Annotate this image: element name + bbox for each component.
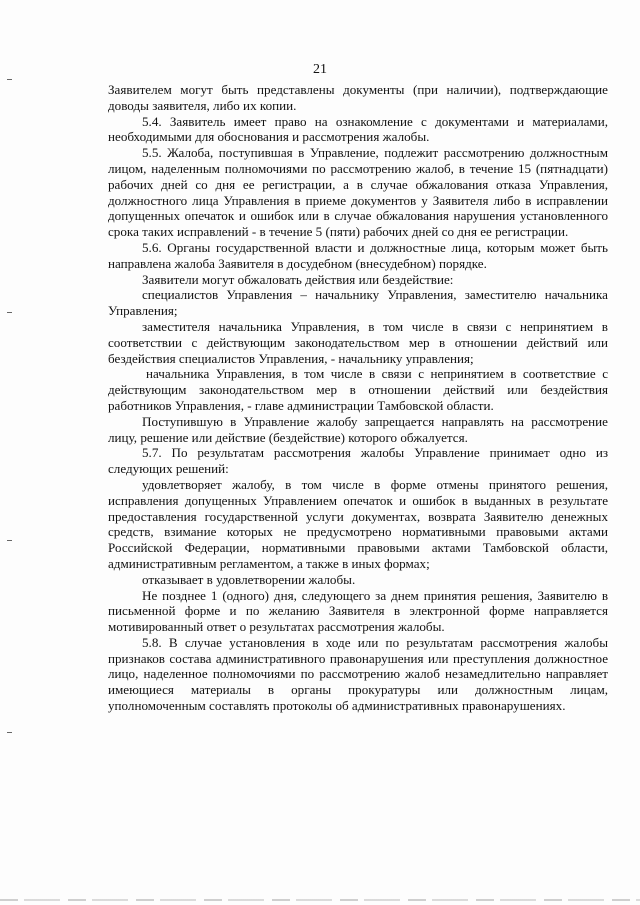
paragraph: отказывает в удовлетворении жалобы.: [142, 571, 356, 587]
paragraph: Заявителем могут быть представлены документы (при наличии), подтверждающие доводы заявителя, либо их копии.: [108, 82, 608, 113]
paragraph: 5.7. По результатам рассмотрения жалобы Управление принимает одно из следующих решений:: [108, 445, 608, 477]
scan-margin-mark: [7, 732, 12, 733]
paragraph: 5.5. Жалоба, поступившая в Управление, подлежит рассмотрению должностным лицом, наделенным полномочиями по рассмотрению жалоб, в течение 15 (пятнадцати) рабочих дней со дня ее регистрации, а в случае обжалования отказа Управления, должностного лица Управления в приеме документов у Заявителя либо в исправлении допущенных опечаток и ошибок или в случае обжалования нарушения установленного срока таких исправлений - в течение 5 (пяти) рабочих дней со дня ее регистрации.: [108, 145, 608, 240]
paragraph: Поступившую в Управление жалобу запрещается направлять на рассмотрение лицу, решение или действие (бездействие) которого обжалуется.: [108, 413, 608, 445]
document-body: [108, 82, 608, 714]
paragraph: Не позднее 1 (одного) дня, следующего за днем принятия решения, Заявителю в письменной форме и по желанию Заявителя в электронной форме направляется мотивированный ответ о результатах рассмотрения жалобы.: [108, 587, 608, 635]
paragraph: заместителя начальника Управления, в том числе в связи с непринятием в соответствии с действующим законодательством мер в отношении действий или бездействия специалистов Управления, - начальнику управления;: [108, 318, 608, 366]
scan-margin-mark: [7, 312, 12, 313]
scan-margin-mark: [7, 79, 12, 80]
paragraph: специалистов Управления – начальнику Управления, заместителю начальника Управления;: [108, 287, 608, 319]
paragraph: начальника Управления, в том числе в связи с непринятием в соответствие с действующим законодательством мер в отношении действий или бездействия работников Управления, - главе администрации Тамбовской области.: [108, 366, 608, 413]
paragraph: 5.6. Органы государственной власти и должностные лица, которым может быть направлена жалоба Заявителя в досудебном (внесудебном) порядке.: [108, 239, 608, 271]
paragraph: 5.4. Заявитель имеет право на ознакомление с документами и материалами, необходимыми для обоснования и рассмотрения жалобы.: [108, 113, 608, 145]
paragraph: 5.8. В случае установления в ходе или по результатам рассмотрения жалобы признаков состава административного правонарушения или преступления должностное лицо, наделенное полномочиями по рассмотрению жалоб незамедлительно направляет имеющиеся материалы в органы прокуратуры или должностным лицам, уполномоченным составлять протоколы об административных правонарушениях.: [108, 634, 608, 714]
scan-margin-mark: [7, 540, 12, 541]
scan-bottom-edge: [0, 899, 640, 901]
paragraph: Заявители могут обжаловать действия или бездействие:: [142, 271, 454, 287]
page-number: 21: [313, 62, 327, 77]
paragraph: удовлетворяет жалобу, в том числе в форме отмены принятого решения, исправления допущенных Управлением опечаток и ошибок в выданных в результате предоставления государственной услуги документах, возврата Заявителю денежных средств, взимание которых не предусмотрено нормативными правовыми актами Российской Федерации, нормативными правовыми актами Тамбовской области, административным регламентом, а также в иных формах;: [108, 476, 608, 571]
